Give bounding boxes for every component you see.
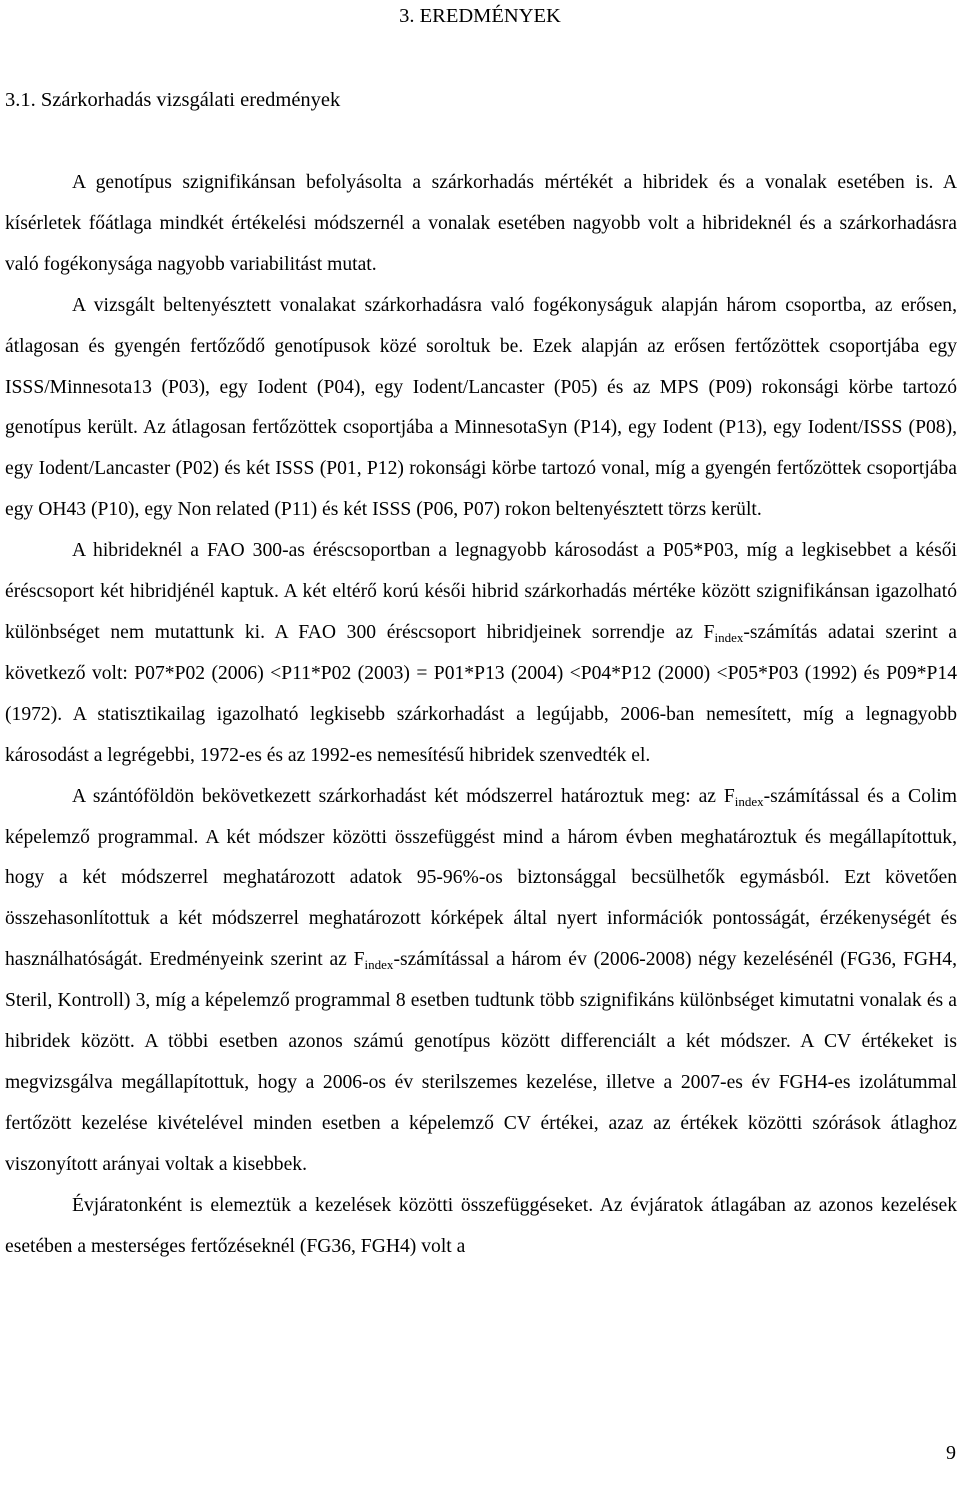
paragraph-3-text-a: A hibrideknél a FAO 300-as éréscsoportban a legnagyobb károsodást a P05*P03, míg a legkisebbet a késői éréscsoport két hibridjénél kaptuk. A két eltérő korú késői hibrid szárkorhadás mértéke között szignifikánsan igazolható különbséget nem mutattunk ki. A FAO 300 éréscsoport hibridjeinek sorrendje az F bbox=[5, 540, 957, 643]
page-number: 9 bbox=[946, 1442, 956, 1464]
body-text bbox=[5, 163, 957, 1267]
paragraph-5: Évjáratonként is elemeztük a kezelések közötti összefüggéseket. Az évjáratok átlagában az azonos kezelések esetében a mesterséges fertőzéseknél (FG36, FGH4) volt a bbox=[5, 1194, 957, 1257]
paragraph-1: A genotípus szignifikánsan befolyásolta a szárkorhadás mértékét a hibridek és a vonalak esetében is. A kísérletek főátlaga mindkét értékelési módszernél a vonalak esetében nagyobb volt a hibrideknél és a szárkorhadásra való fogékonysága nagyobb variabilitást mutat. bbox=[5, 172, 957, 275]
index-subscript: index bbox=[714, 629, 744, 645]
paragraph-4-text-c: -számítással a három év (2006-2008) négy kezelésénél (FG36, FGH4, Steril, Kontroll) 3, míg a képelemző programmal 8 esetben tudtunk több szignifikáns különbséget kimutatni vonalak és a hibridek között. A többi esetben azonos számú genotípus között differenciált a két módszer. A CV értékeket is megvizsgálva megállapítottuk, hogy a 2006-os év sterilszemes kezelése, illetve a 2007-es év FGH4-es izolátummal fertőzött kezelése kivételével minden esetben a képelemző CV értékei, azaz az értékek közötti szórások átlaghoz viszonyított arányai voltak a kisebbek. bbox=[5, 949, 957, 1175]
paragraph-3-text-b: -számítás adatai szerint a következő volt: P07*P02 (2006) <P11*P02 (2003) = P01*P13 (2004) <P04*P12 (2000) <P05*P03 (1992) és P09*P14 (1972). A statisztikailag igazolható legkisebb szárkorhadást a legújabb, 2006-ban nemesített, míg a legnagyobb károsodást a legrégebbi, 1972-es és az 1992-es nemesítésű hibridek szenvedték el. bbox=[5, 621, 958, 766]
paragraph-4-text-b: -számítással és a Colim képelemző programmal. A két módszer közötti összefüggést mind a három évben meghatároztuk és megállapítottuk, hogy a két módszerrel meghatározott adatok 95-96%-os biztonsággal becsülhetők egymásból. Ezt követően összehasonlítottuk a két módszerrel meghatározott kórképek által nyert információk pontosságát, érzékenységét és használhatóságát. Eredményeink szerint az F bbox=[5, 785, 957, 971]
section-title: 3.1. Szárkorhadás vizsgálati eredmények bbox=[5, 89, 341, 111]
paragraph-4 bbox=[5, 777, 957, 1186]
paragraph-3 bbox=[5, 531, 957, 776]
paragraph-2: A vizsgált beltenyésztett vonalakat szárkorhadásra való fogékonyságuk alapján három csoportba, az erősen, átlagosan és gyengén fertőződő genotípusok közé soroltuk be. Ezek alapján az erősen fertőzöttek csoportjába egy ISSS/Minnesota13 (P03), egy Iodent (P04), egy Iodent/Lancaster (P05) és az MPS (P09) rokonsági körbe tartozó genotípus került. Az átlagosan fertőzöttek csoportjába a MinnesotaSyn (P14), egy Iodent (P13), egy Iodent/ISSS (P08), egy Iodent/Lancaster (P02) és két ISSS (P01, P12) rokonsági körbe tartozó vonal, míg a gyengén fertőzöttek csoportjába egy OH43 (P10), egy Non related (P11) és két ISSS (P06, P07) rokon beltenyésztett törzs került. bbox=[5, 294, 957, 521]
index-subscript: index bbox=[734, 793, 764, 809]
paragraph-4-text-a: A szántóföldön bekövetkezett szárkorhadást két módszerrel határoztuk meg: az F bbox=[72, 785, 735, 807]
chapter-title: 3. EREDMÉNYEK bbox=[399, 5, 561, 27]
index-subscript: index bbox=[364, 957, 394, 973]
